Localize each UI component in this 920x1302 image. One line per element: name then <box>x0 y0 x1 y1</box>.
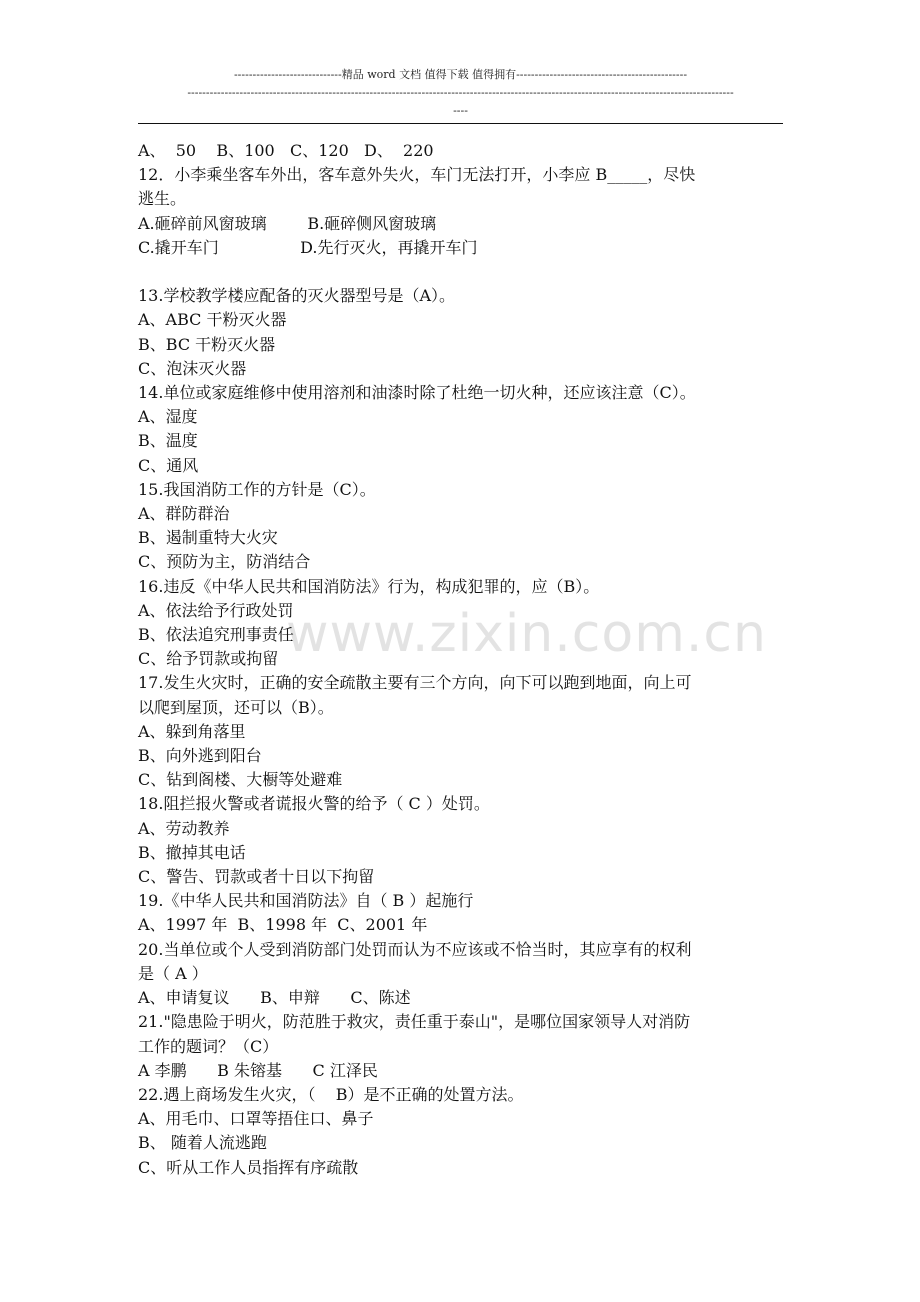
text-line: 13.学校教学楼应配备的灭火器型号是（A）。 <box>138 286 456 306</box>
text-line: A、 50 B、100 C、120 D、 220 <box>138 141 434 160</box>
text-line: B、撤掉其电话 <box>138 842 246 862</box>
text-line: C、钻到阁楼、大橱等处避难 <box>138 770 343 790</box>
text-line: 14.单位或家庭维修中使用溶剂和油漆时除了杜绝一切火种，还应该注意（C）。 <box>138 383 696 403</box>
header-dash-line: --------------------------------------------------------------------------------------------------------------------------------------------------- <box>187 86 734 99</box>
text-line: B、遏制重特大火灾 <box>138 528 278 548</box>
text-line: 22.遇上商场发生火灾，（ B）是不正确的处置方法。 <box>138 1084 524 1104</box>
text-line: 以爬到屋顶，还可以（B）。 <box>138 697 334 717</box>
text-line: 工作的题词？（C） <box>138 1036 279 1056</box>
header-rule <box>138 123 783 124</box>
text-line: A、依法给予行政处罚 <box>138 600 294 620</box>
watermark: www.zixin.com.cn <box>286 604 767 664</box>
text-line: B、依法追究刑事责任 <box>138 625 294 645</box>
text-line: 17.发生火灾时，正确的安全疏散主要有三个方向，向下可以跑到地面，向上可 <box>138 673 692 693</box>
text-line: 20.当单位或个人受到消防部门处罚而认为不应该或不恰当时，其应享有的权利 <box>138 939 692 959</box>
text-line: C、通风 <box>138 455 199 475</box>
text-line: C.撬开车门 D.先行灭火，再撬开车门 <box>138 237 478 257</box>
text-line: 15.我国消防工作的方针是（C）。 <box>138 479 376 499</box>
text-line: B、BC 干粉灭火器 <box>138 334 276 354</box>
text-line: C、听从工作人员指挥有序疏散 <box>138 1157 359 1177</box>
text-line: A、劳动教养 <box>138 818 230 838</box>
text-line: A、湿度 <box>138 407 198 427</box>
text-line: A、ABC 干粉灭火器 <box>138 310 287 330</box>
text-line: C、预防为主，防消结合 <box>138 552 311 572</box>
text-line: 16.违反《中华人民共和国消防法》行为，构成犯罪的，应（B）。 <box>138 576 600 596</box>
text-line: B、温度 <box>138 431 198 451</box>
text-line: 是（ A ） <box>138 963 208 983</box>
text-line: A、申请复议 B、申辩 C、陈述 <box>138 988 411 1008</box>
text-line: C、警告、罚款或者十日以下拘留 <box>138 867 375 887</box>
document-body <box>138 139 783 1180</box>
text-line: A 李鹏 B 朱镕基 C 江泽民 <box>138 1060 378 1080</box>
page-header <box>138 66 783 124</box>
text-line: B、向外逃到阳台 <box>138 746 262 766</box>
text-line: 21."隐患险于明火，防范胜于救灾，责任重于泰山"，是哪位国家领导人对消防 <box>138 1012 691 1032</box>
header-dash-end: ---- <box>453 104 468 117</box>
text-line: 19.《中华人民共和国消防法》自（ B ）起施行 <box>138 891 474 911</box>
text-line: C、泡沫灭火器 <box>138 358 247 378</box>
text-line: 18.阻拦报火警或者谎报火警的给予（ C ）处罚。 <box>138 794 490 814</box>
text-line: A、躲到角落里 <box>138 721 246 741</box>
text-line: C、给予罚款或拘留 <box>138 649 279 669</box>
text-line: A、群防群治 <box>138 504 230 524</box>
text-line: 12．小李乘坐客车外出，客车意外失火，车门无法打开，小李应 B_____，尽快 <box>138 165 696 185</box>
text-line: A、用毛巾、口罩等捂住口、鼻子 <box>138 1109 374 1129</box>
text-line: B、 随着人流逃跑 <box>138 1133 267 1153</box>
header-title-line: -----------------------------精品 word 文档 值得下载 值得拥有---------------------------------------------- <box>233 68 688 81</box>
text-line: 逃生。 <box>138 189 187 209</box>
text-line: A.砸碎前风窗玻璃 B.砸碎侧风窗玻璃 <box>138 213 437 233</box>
text-line <box>138 260 783 284</box>
text-line: A、1997 年 B、1998 年 C、2001 年 <box>138 915 428 935</box>
